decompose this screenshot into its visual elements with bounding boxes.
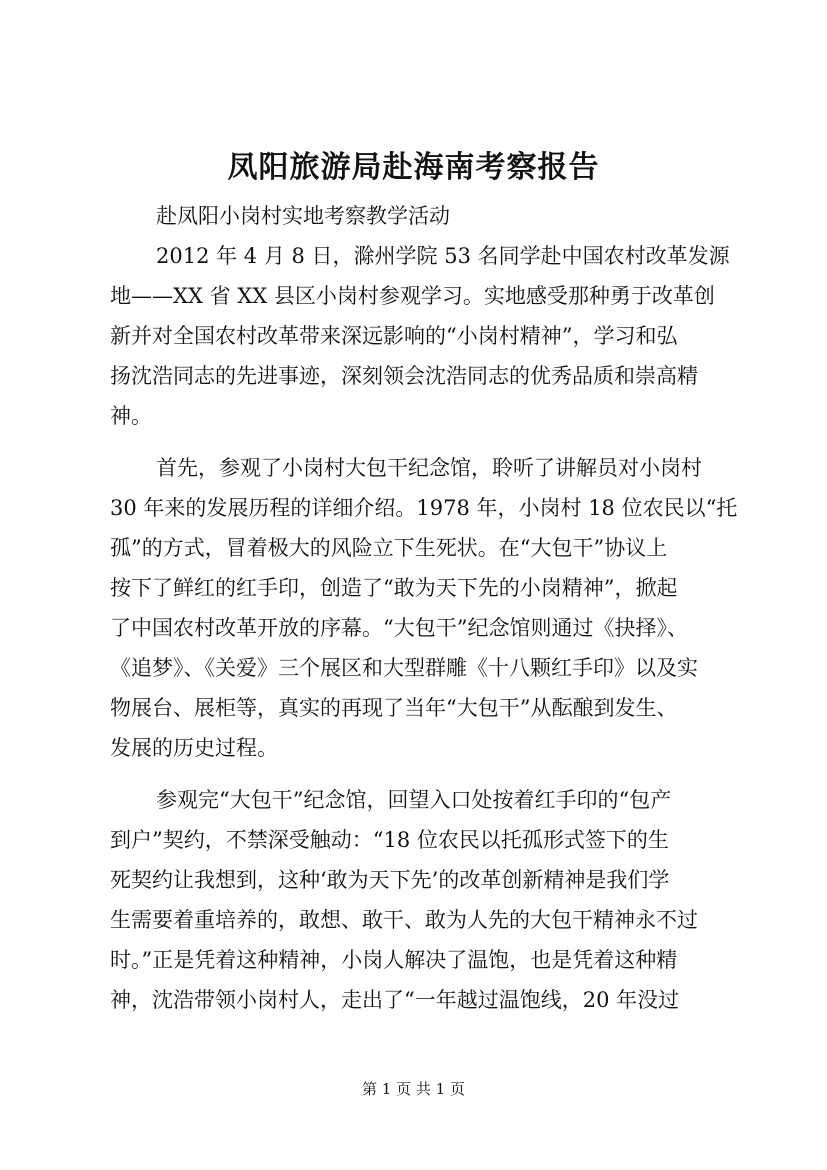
- paragraph-line: 新并对全国农村改革带来深远影响的“小岗村精神”，学习和弘: [110, 324, 678, 348]
- paragraph-line: 发展的历史过程。: [110, 736, 278, 760]
- paragraph-subtitle: [110, 196, 730, 236]
- paragraph-line: 按下了鲜红的红手印，创造了“敢为天下先的小岗精神”，掀起: [110, 576, 678, 600]
- paragraph-line: 了中国农村改革开放的序幕。“大包干”纪念馆则通过《抉择》、: [110, 616, 688, 640]
- paragraph-line: 死契约让我想到，这种‘敢为天下先’的改革创新精神是我们学: [110, 868, 670, 892]
- paragraph-line: 地——XX 省 XX 县区小岗村参观学习。实地感受那种勇于改革创: [110, 284, 715, 308]
- paragraph-line: 扬沈浩同志的先进事迹，深刻领会沈浩同志的优秀品质和崇高精: [110, 364, 698, 388]
- paragraph-line: 孤”的方式，冒着极大的风险立下生死状。在“大包干”协议上: [110, 536, 668, 560]
- paragraph-line: 生需要着重培养的，敢想、敢干、敢为人先的大包干精神永不过: [110, 908, 698, 932]
- paragraph-3: [110, 780, 730, 1020]
- paragraph-line: 神，沈浩带领小岗村人，走出了“一年越过温饱线，20 年没过: [110, 988, 680, 1012]
- document-title: 凤阳旅游局赴海南考察报告: [227, 150, 600, 185]
- paragraph-line: 时。”正是凭着这种精神，小岗人解决了温饱，也是凭着这种精: [110, 948, 678, 972]
- paragraph-line: 《追梦》、《关爱》三个展区和大型群雕《十八颗红手印》以及实: [110, 656, 698, 680]
- paragraph-line: 赴凤阳小岗村实地考察教学活动: [156, 204, 450, 228]
- paragraph-line: 到户”契约，不禁深受触动：“18 位农民以托孤形式签下的生: [110, 828, 669, 852]
- paragraph-line: 神。: [110, 404, 152, 428]
- paragraph-line: 参观完“大包干”纪念馆，回望入口处按着红手印的“包产: [156, 788, 672, 812]
- page-footer: 第 1 页 共 1 页: [362, 1080, 465, 1098]
- paragraph-line: 30 年来的发展历程的详细介绍。1978 年，小岗村 18 位农民以“托: [110, 496, 738, 520]
- paragraph-line: 物展台、展柜等，真实的再现了当年“大包干”从酝酿到发生、: [110, 696, 678, 720]
- document-body: [110, 196, 738, 1020]
- paragraph-line: 首先，参观了小岗村大包干纪念馆，聆听了讲解员对小岗村: [156, 456, 702, 480]
- paragraph-1: [110, 236, 730, 436]
- paragraph-2: [110, 448, 738, 768]
- paragraph-line: 2012 年 4 月 8 日，滁州学院 53 名同学赴中国农村改革发源: [156, 244, 730, 268]
